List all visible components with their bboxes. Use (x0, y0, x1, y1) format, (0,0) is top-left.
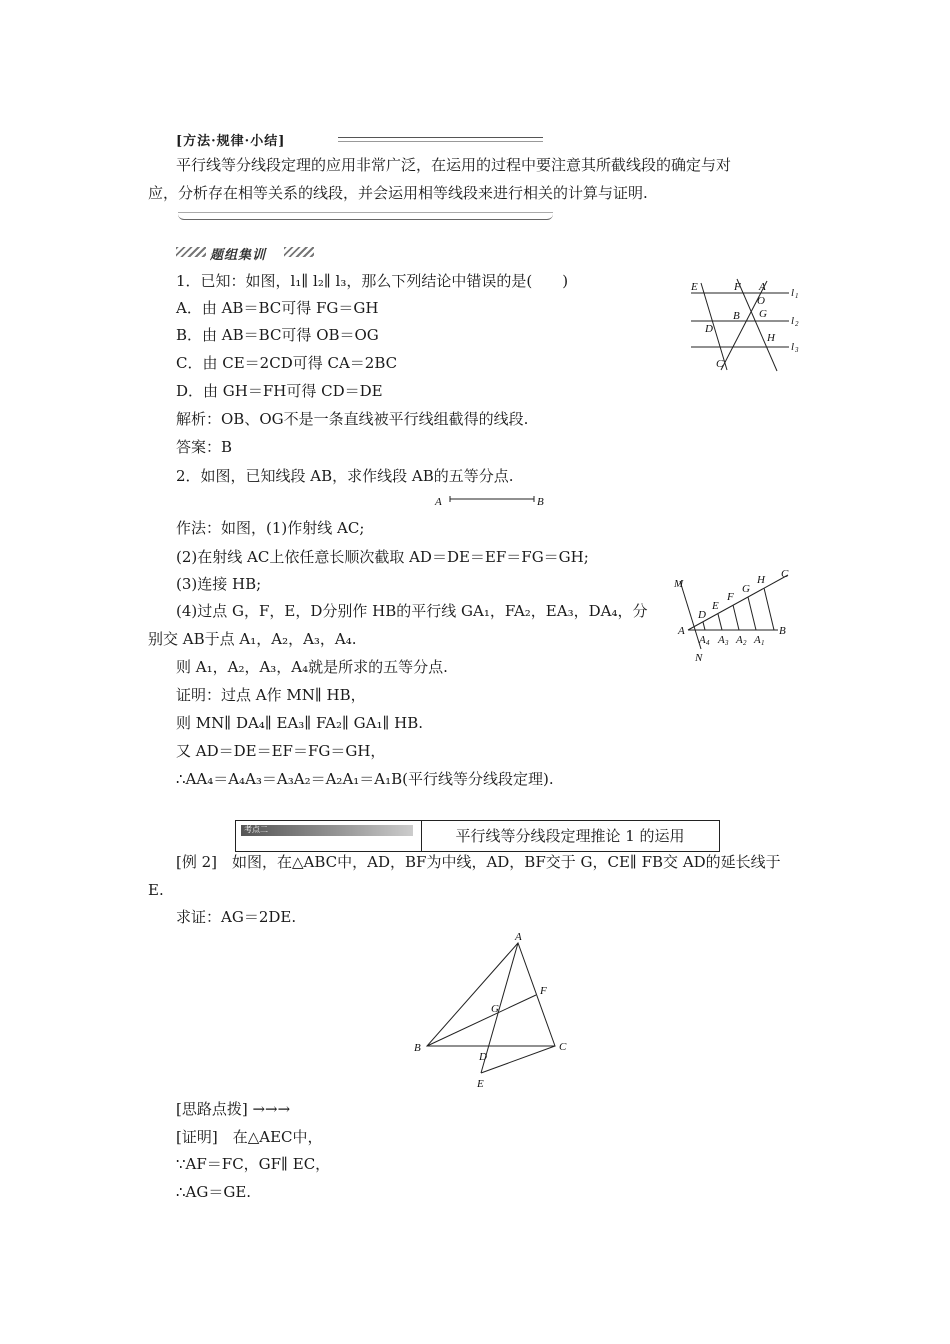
q2-fig-label-m: M (674, 578, 684, 590)
example2-proof-2: ∵AF＝FC，GF∥ EC， (176, 1155, 331, 1173)
q2-fig-label-f: F (727, 591, 734, 603)
q2-stem: 2．如图，已知线段 AB，求作线段 AB的五等分点. (176, 467, 514, 485)
example2-fig-label-a: A (515, 931, 522, 943)
q2-fig-label-b: B (779, 625, 786, 637)
q1-option-b: B．由 AB＝BC可得 OB＝OG (176, 326, 379, 344)
q2-segment-label-a: A (435, 496, 442, 508)
q1-fig-label-l3-sub: 3 (795, 346, 799, 354)
q2-fig-label-a2-sub: 2 (743, 639, 747, 647)
q2-step-6: 则 A₁，A₂，A₃，A₄就是所求的五等分点. (176, 658, 448, 676)
q2-fig-label-a: A (678, 625, 685, 637)
q1-fig-label-d: D (705, 323, 713, 335)
section-title: [方法·规律·小结] (176, 134, 286, 149)
knowledge-point-tag: 考点二 (244, 825, 268, 834)
q1-option-a: A．由 AB＝BC可得 FG＝GH (176, 299, 379, 317)
q2-fig-label-a4: A (699, 634, 706, 646)
q1-fig-label-l1-sub: 1 (795, 292, 799, 300)
q2-proof-4: ∴AA₄＝A₄A₃＝A₃A₂＝A₂A₁＝A₁B(平行线等分线段定理). (176, 770, 554, 788)
example2-line-1: [例 2] 如图，在△ABC中，AD，BF为中线，AD，BF交于 G，CE∥ FB交 AD的延长线于 (176, 853, 781, 871)
group-title: 题组集训 (210, 248, 267, 263)
q1-stem: 1．已知：如图，l₁∥ l₂∥ l₃，那么下列结论中错误的是( ) (176, 272, 569, 290)
knowledge-point-box (235, 820, 720, 852)
q2-proof-1: 证明：过点 A作 MN∥ HB， (176, 686, 366, 704)
q1-option-c: C．由 CE＝2CD可得 CA＝2BC (176, 354, 398, 372)
q1-fig-label-f: F (734, 281, 741, 293)
q2-step-1: 作法：如图，(1)作射线 AC; (176, 519, 365, 537)
q2-segment-ab-figure (430, 490, 550, 510)
q1-fig-label-b: B (733, 310, 740, 322)
q2-fig-label-a3-sub: 3 (725, 639, 729, 647)
knowledge-point-title: 平行线等分线段定理推论 1 的运用 (455, 827, 685, 845)
q1-fig-label-g: G (759, 308, 767, 320)
q2-fig-label-a4-sub: 4 (706, 639, 710, 647)
q2-fig-label-c: C (781, 568, 789, 580)
q1-answer: 答案：B (176, 438, 233, 456)
q2-five-equal-parts-figure (668, 565, 803, 665)
q1-option-d: D．由 GH＝FH可得 CD＝DE (176, 382, 383, 400)
q1-fig-label-a: A (759, 281, 766, 293)
example2-prove: 求证：AG＝2DE. (176, 908, 297, 926)
q1-analysis: 解析：OB、OG不是一条直线被平行线组截得的线段. (176, 410, 529, 428)
example2-fig-label-g: G (491, 1003, 499, 1015)
q1-fig-label-o: O (757, 295, 765, 307)
section-title-rule (338, 137, 543, 142)
example2-triangle-figure (405, 928, 585, 1093)
q2-step-5: 别交 AB于点 A₁，A₂，A₃，A₄. (148, 630, 357, 648)
hatch-decoration-left (176, 247, 206, 257)
q1-fig-label-h: H (767, 332, 775, 344)
example2-proof-3: ∴AG＝GE. (176, 1183, 252, 1201)
q2-fig-label-e: E (712, 600, 719, 612)
q2-step-4: (4)过点 G，F，E，D分别作 HB的平行线 GA₁，FA₂，EA₃，DA₄，分 (176, 602, 648, 620)
hatch-decoration-right (284, 247, 314, 257)
q2-step-3: (3)连接 HB; (176, 575, 262, 593)
example2-hint: [思路点拨] →→→ (176, 1100, 291, 1118)
q2-fig-label-a2: A (736, 634, 743, 646)
example2-fig-label-e: E (477, 1078, 484, 1090)
example2-fig-label-d: D (479, 1051, 487, 1063)
example2-fig-label-f: F (540, 985, 547, 997)
section-bottom-rule (178, 212, 553, 220)
q1-parallel-lines-figure (685, 275, 810, 375)
q1-fig-label-l2-sub: 2 (795, 320, 799, 328)
q1-fig-label-l1: l (791, 287, 795, 299)
q2-fig-label-a3: A (718, 634, 725, 646)
method-text-line-2: 应，分析存在相等关系的线段，并会运用相等线段来进行相关的计算与证明. (148, 184, 648, 202)
example2-proof-1: [证明] 在△AEC中， (176, 1128, 323, 1146)
q2-proof-3: 又 AD＝DE＝EF＝FG＝GH， (176, 742, 386, 760)
q1-fig-label-l2: l (791, 315, 795, 327)
example2-fig-label-c: C (559, 1041, 567, 1053)
knowledge-point-tag-cell (236, 821, 422, 851)
q2-fig-label-h: H (757, 574, 765, 586)
method-text-line-1: 平行线等分线段定理的应用非常广泛，在运用的过程中要注意其所截线段的确定与对 (176, 156, 732, 174)
q2-step-2: (2)在射线 AC上依任意长顺次截取 AD＝DE＝EF＝FG＝GH; (176, 548, 589, 566)
q2-segment-label-b: B (537, 496, 544, 508)
q2-fig-label-a1-sub: 1 (761, 639, 765, 647)
example2-fig-label-b: B (414, 1042, 421, 1054)
q1-fig-label-c: C (716, 358, 724, 370)
q2-fig-label-d: D (698, 609, 706, 621)
q2-proof-2: 则 MN∥ DA₄∥ EA₃∥ FA₂∥ GA₁∥ HB. (176, 714, 424, 732)
q2-fig-label-a1: A (754, 634, 761, 646)
q1-fig-label-l3: l (791, 341, 795, 353)
q1-fig-label-e: E (691, 281, 698, 293)
q2-fig-label-n: N (695, 652, 703, 664)
example2-line-2: E. (148, 881, 164, 899)
q2-fig-label-g: G (742, 583, 750, 595)
